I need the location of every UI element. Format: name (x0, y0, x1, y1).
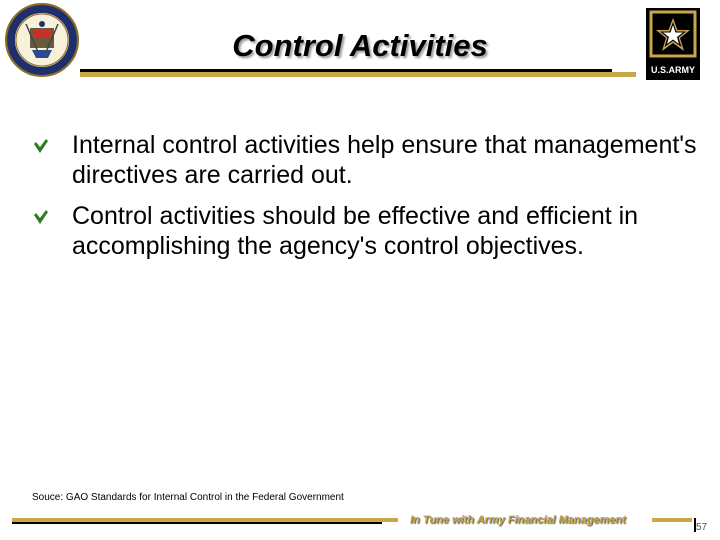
slide-title: Control Activities (232, 28, 488, 63)
footer-rule-gold-right (652, 518, 692, 522)
title-underline-black (80, 69, 612, 72)
bullet-text: Control activities should be effective and efficient in accomplishing the agency's control objectives. (72, 202, 639, 260)
checkmark-bullet-icon (33, 209, 49, 225)
bullet-text: Internal control activities help ensure that management's directives are carried out. (72, 131, 697, 189)
page-number: 57 (696, 522, 708, 533)
source-citation: Souce: GAO Standards for Internal Control in the Federal Government (32, 492, 344, 503)
bullet-item (30, 201, 710, 261)
army-logo-text: U.S.ARMY (650, 65, 696, 75)
checkmark-bullet-icon (33, 138, 49, 154)
bullet-item (30, 130, 710, 190)
bullet-list (30, 130, 710, 272)
footer-rule-black (12, 522, 382, 524)
title-underline-gold (80, 72, 636, 77)
footer-tagline: In Tune with Army Financial Management (410, 514, 626, 526)
